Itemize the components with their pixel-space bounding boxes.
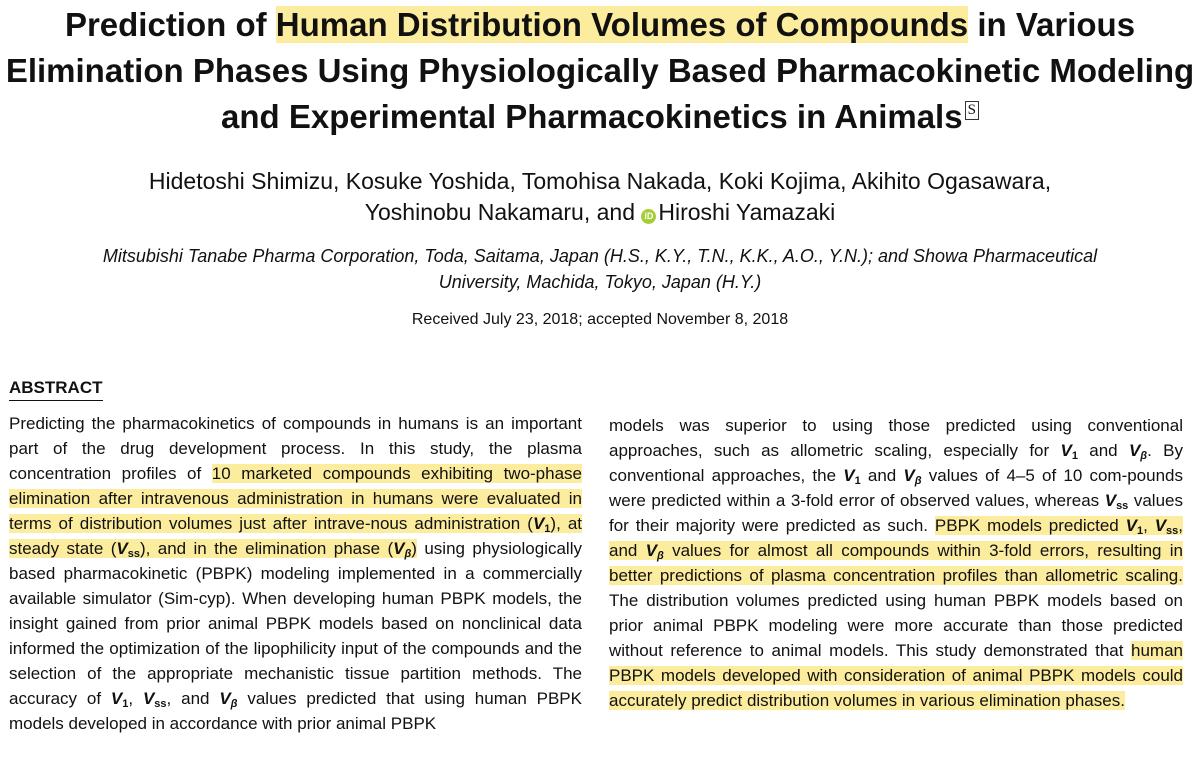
authors-line-1: Hidetoshi Shimizu, Kosuke Yoshida, Tomohisa Nakada, Koki Kojima, Akihito Ogasawara,	[148, 168, 1052, 194]
abstract-text: and	[860, 466, 904, 485]
abstract-text: values for their majority were predicted as such.	[609, 491, 1183, 535]
symbol-v: V	[1125, 516, 1137, 535]
highlight-text: values for almost all compounds within 3-fold errors, resulting in better predictions of plasma concentration profiles than allometric scaling.	[609, 541, 1183, 585]
received-dates: Received July 23, 2018; accepted November 8, 2018	[411, 311, 789, 328]
highlight-text: ), and in the elimination phase (	[139, 539, 394, 558]
highlight-text: ), at steady state (	[9, 514, 582, 558]
affiliation-line-1: Mitsubishi Tanabe Pharma Corporation, Toda, Saitama, Japan (H.S., K.Y., T.N., K.K., A.O., Y.N.); and Showa Pharmaceutical	[102, 246, 1098, 266]
symbol-v: V	[843, 466, 855, 485]
subscript: 1	[1071, 450, 1078, 462]
subscript: ss	[1166, 525, 1179, 537]
symbol-v: V	[1154, 516, 1167, 535]
abstract-text: values of 4–5 of 10 com-pounds were predicted within a 3-fold error of observed values, whereas	[609, 466, 1184, 510]
subscript: β	[1140, 450, 1148, 462]
highlight-text: 10 marketed compounds exhibiting two-phase elimination after intravenous administration in humans were evaluated in terms of distribution volumes just after intrave-nous administration (	[9, 464, 582, 533]
subscript: β	[404, 548, 412, 560]
abstract-text: values predicted that using human PBPK models developed in accordance with prior animal PBPK	[9, 689, 582, 733]
abstract-text: models was superior to using those predicted using conventional approaches, such as allometric scaling, especially for	[609, 416, 1183, 460]
abstract-text: and	[1077, 441, 1129, 460]
abstract-text: , and	[166, 689, 220, 708]
highlight-text: ,	[1143, 516, 1155, 535]
abstract-text: using physiologically based pharmacokinetic (PBPK) modeling implemented in a commercially available simulator (Sim-cyp). When developing human PBPK models, the insight gained from prior animal PBPK models based on nonclinical data informed the optimization of the lipophilicity input of the compounds and the selection of the appropriate mechanistic tissue partition methods. The accuracy of	[9, 539, 582, 708]
affiliations	[0, 243, 1200, 295]
highlight-text: PBPK models predicted	[934, 516, 1126, 535]
subscript: β	[230, 698, 238, 710]
symbol-v: V	[645, 541, 657, 560]
orcid-icon[interactable]: iD	[641, 209, 656, 224]
symbol-v: V	[142, 689, 155, 708]
supplemental-badge-icon[interactable]: S	[965, 101, 979, 120]
abstract-text: ,	[128, 689, 143, 708]
abstract-column-1	[9, 411, 582, 736]
title-highlight: Human Distribution Volumes of Compounds	[275, 6, 969, 43]
symbol-v: V	[1060, 441, 1072, 460]
authors-line-2-text: Yoshinobu Nakamaru, and	[364, 199, 642, 225]
article-title	[0, 2, 1200, 140]
author-link-yamazaki[interactable]: Hiroshi Yamazaki	[658, 199, 836, 225]
subscript: β	[914, 475, 922, 487]
author-list	[0, 166, 1200, 228]
symbol-v: V	[1104, 491, 1117, 510]
subscript: 1	[1136, 525, 1144, 537]
subscript: ss	[1116, 500, 1129, 512]
abstract-text: Predicting the pharmacokinetics of compounds in humans is an important part of the drug development process. In this study, the plasma concentration profiles of	[9, 414, 582, 483]
symbol-v: V	[393, 539, 405, 558]
subscript: β	[656, 550, 664, 562]
title-part-1: Prediction of	[64, 6, 276, 43]
title-part-2: in Various Elimination Phases Using Physiologically Based Pharmacokinetic Modeling and Experimental Pharmacokinetics in Animals	[5, 6, 1195, 135]
symbol-v: V	[219, 689, 231, 708]
abstract-text: . By conventional approaches, the	[609, 441, 1183, 485]
subscript: 1	[544, 523, 551, 535]
abstract-highlight-3: human PBPK models developed with consideration of animal PBPK models could accurately predict distribution volumes in various elimination phases.	[609, 641, 1183, 710]
authors-line-2	[0, 197, 1200, 228]
symbol-v: V	[903, 466, 915, 485]
affiliation-line-2: University, Machida, Tokyo, Japan (H.Y.)	[438, 272, 762, 292]
subscript: ss	[154, 698, 167, 710]
abstract-heading: ABSTRACT	[9, 378, 103, 401]
subscript: 1	[854, 475, 861, 487]
highlight-text: , and	[609, 516, 1184, 560]
symbol-v: V	[532, 514, 545, 533]
symbol-v: V	[1128, 441, 1141, 460]
subscript: ss	[127, 548, 140, 560]
abstract-column-2	[609, 413, 1183, 713]
symbol-v: V	[116, 539, 128, 558]
abstract-text: The distribution volumes predicted using human PBPK models based on prior animal PBPK modeling were more accurate than those predicted without reference to animal models. This study demonstrated that	[609, 591, 1183, 660]
symbol-v: V	[110, 689, 123, 708]
subscript: 1	[122, 698, 129, 710]
highlight-text: )	[411, 539, 417, 558]
